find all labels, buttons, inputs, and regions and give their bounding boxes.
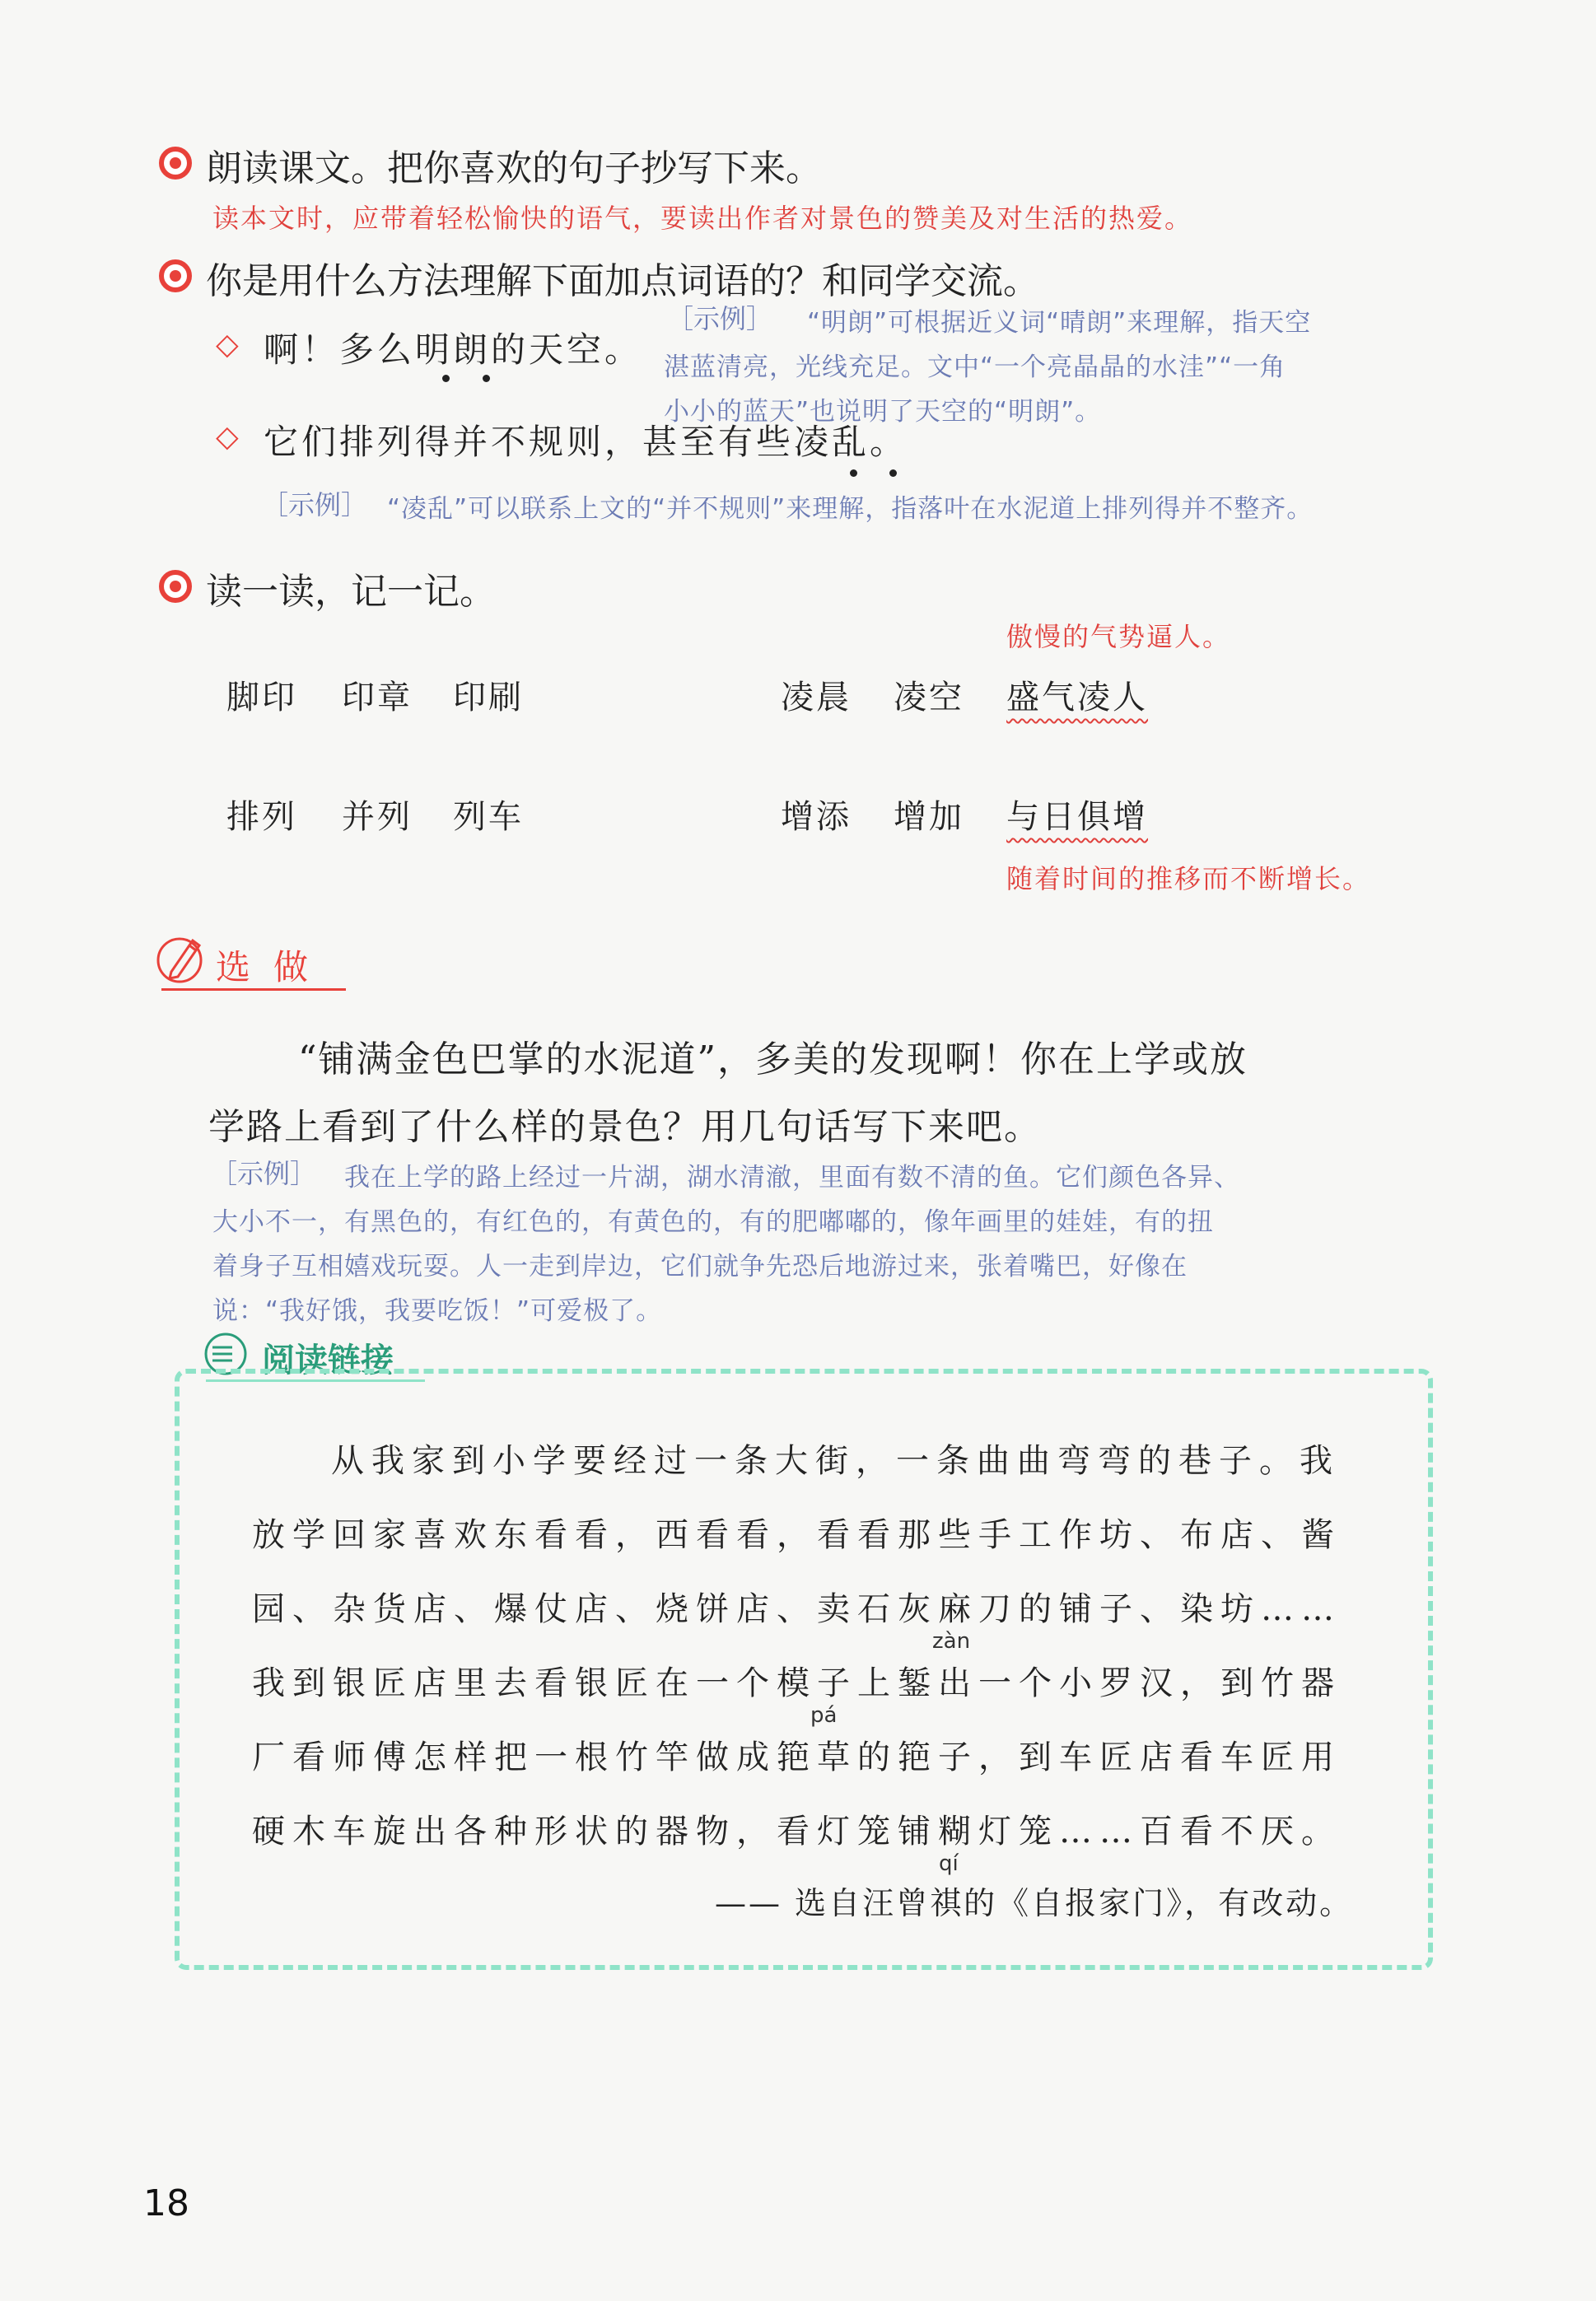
section1-note: 读本文时，应带着轻松愉快的语气，要读出作者对景色的赞美及对生活的热爱。 — [212, 203, 1193, 234]
question1-text: 啊！多么明朗的天空。 — [264, 329, 643, 370]
reading-line: 我到银匠店里去看银匠在一个模子上錾出一个小罗汉，到竹器 — [252, 1664, 1342, 1702]
vocab-word: 凌晨 — [781, 679, 852, 716]
pinyin-annotation: qí — [939, 1851, 959, 1876]
vocab-word: 增加 — [894, 798, 964, 836]
example-tag: ［示例］ — [667, 303, 773, 334]
emphasis-dot — [483, 375, 490, 382]
section3-heading: 读一读，记一记。 — [206, 571, 496, 613]
optional-title-underline — [161, 988, 346, 991]
page-number: 18 — [143, 2182, 189, 2224]
vocab-idiom: 盛气凌人 — [1006, 679, 1148, 716]
section2-heading: 你是用什么方法理解下面加点词语的？和同学交流。 — [206, 260, 1039, 302]
question1-note-line2: 湛蓝清亮，光线充足。文中“一个亮晶晶的水洼”“一角 — [664, 352, 1286, 382]
question2-note: “凌乱”可以联系上文的“并不规则”来理解，指落叶在水泥道上排列得并不整齐。 — [387, 494, 1314, 524]
emphasis-dot — [442, 375, 450, 382]
vocab-word: 并列 — [342, 798, 413, 836]
optional-prompt-line2: 学路上看到了什么样的景色？用几句话写下来吧。 — [208, 1106, 1042, 1148]
reading-line: 硬木车旋出各种形状的器物，看灯笼铺糊灯笼……百看不厌。 — [252, 1813, 1342, 1851]
emphasis-dot — [850, 469, 857, 477]
vocab-word: 印刷 — [453, 679, 524, 716]
optional-example-line2: 大小不一，有黑色的，有红色的，有黄色的，有的肥嘟嘟的，像年画里的娃娃，有的扭 — [212, 1207, 1214, 1237]
vocab-word: 增添 — [781, 798, 852, 836]
reading-line: 园、杂货店、爆仗店、烧饼店、卖石灰麻刀的铺子、染坊…… — [252, 1590, 1342, 1628]
question1-note-line3: 小小的蓝天”也说明了天空的“明朗”。 — [664, 397, 1102, 427]
diamond-icon: ◇ — [216, 328, 239, 362]
vocab-word: 列车 — [453, 798, 524, 836]
emphasis-dot — [889, 469, 897, 477]
reading-line: 厂看师傅怎样把一根竹竿做成筢草的筢子，到车匠店看车匠用 — [252, 1739, 1342, 1776]
pencil-icon — [153, 929, 211, 987]
reading-link-title: 阅读链接 — [262, 1342, 394, 1379]
idiom2-meaning: 随着时间的推移而不断增长。 — [1006, 863, 1371, 894]
reading-line: 放学回家喜欢东看看，西看看，看看那些手工作坊、布店、酱 — [252, 1516, 1342, 1554]
question1-note-line1: “明朗”可根据近义词“晴朗”来理解，指天空 — [807, 308, 1312, 338]
question2-text: 它们排列得并不规则，甚至有些凌乱。 — [264, 422, 908, 462]
optional-example-line3: 着身子互相嬉戏玩耍。人一走到岸边，它们就争先恐后地游过来，张着嘴巴，好像在 — [212, 1252, 1188, 1281]
section-bullet-icon — [159, 147, 192, 180]
reading-line: 从我家到小学要经过一条大街，一条曲曲弯弯的巷子。我 — [331, 1442, 1340, 1480]
vocab-word: 凌空 — [894, 679, 964, 716]
optional-example-line1: 我在上学的路上经过一片湖，湖水清澈，里面有数不清的鱼。它们颜色各异、 — [344, 1163, 1240, 1193]
vocab-word: 脚印 — [226, 679, 297, 716]
section-bullet-icon — [159, 259, 192, 292]
section1-heading: 朗读课文。把你喜欢的句子抄写下来。 — [206, 147, 822, 189]
example-tag: ［示例］ — [262, 489, 368, 520]
vocab-idiom: 与日俱增 — [1006, 798, 1148, 836]
vocab-word: 印章 — [342, 679, 413, 716]
pinyin-annotation: zàn — [932, 1629, 971, 1654]
example-tag: ［示例］ — [211, 1158, 317, 1189]
idiom1-meaning: 傲慢的气势逼人。 — [1006, 621, 1231, 652]
vocab-word: 排列 — [226, 798, 297, 836]
section-bullet-icon — [159, 570, 192, 603]
reading-source: —— 选自汪曾祺的《自报家门》，有改动。 — [715, 1885, 1354, 1921]
diamond-icon: ◇ — [216, 420, 239, 454]
pinyin-annotation: pá — [810, 1703, 838, 1728]
optional-title: 选做 — [216, 947, 332, 987]
optional-example-line4: 说：“我好饿，我要吃饭！”可爱极了。 — [212, 1296, 663, 1326]
optional-prompt-line1: “铺满金色巴掌的水泥道”，多美的发现啊！你在上学或放 — [298, 1038, 1248, 1080]
